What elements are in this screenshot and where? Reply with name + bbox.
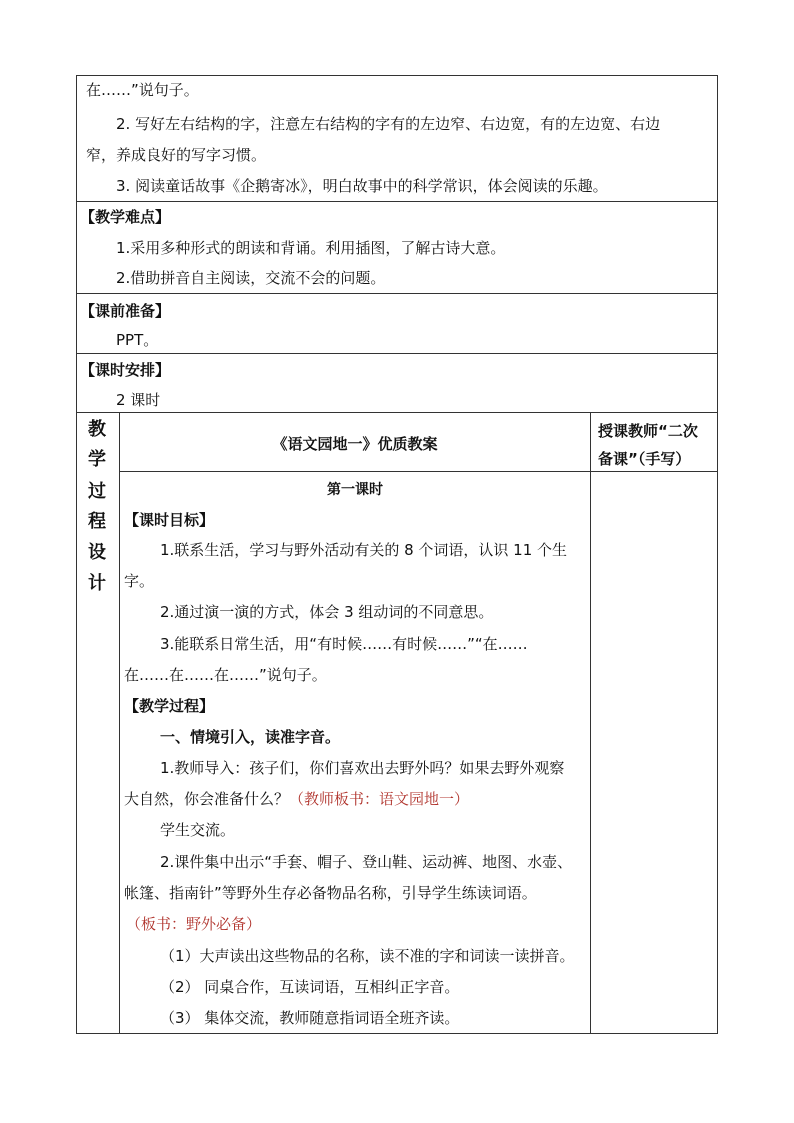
objective-3: 3. 阅读童话故事《企鹅寄冰》，明白故事中的科学常识，体会阅读的乐趣。 [116,177,608,195]
side-label-char: 计 [88,573,106,594]
board-note-2: （板书：野外必备） [126,915,262,933]
paragraph-3-line-2: 帐篷、指南针”等野外生存必备物品名称，引导学生练读词语。 [124,884,537,902]
design-side-divider [119,412,120,1034]
teacher-note-header-line-1: 授课教师“二次 [598,422,698,440]
table-top-border [76,75,718,76]
goal-1-line-1: 1.联系生活，学习与野外活动有关的 8 个词语，认识 11 个生 [160,541,568,559]
paragraph-1-line-2 [124,789,469,809]
period-title: 第一课时 [327,482,383,498]
difficulty-item-2: 2.借助拼音自主阅读，交流不会的问题。 [116,269,386,287]
goal-3-line-1: 3.能联系日常生活，用“有时候……有时候……”“在…… [160,635,528,653]
difficulty-heading: 【教学难点】 [80,208,171,226]
table-bottom-border [76,1033,718,1034]
design-header-divider [119,471,718,472]
paragraph-2: 学生交流。 [160,821,236,839]
lesson-plan-title: 《语文园地一》优质教案 [272,435,438,453]
side-label-char: 学 [88,449,106,470]
side-label-char: 过 [88,481,106,502]
row-divider-1 [76,201,718,202]
goals-heading: 【课时目标】 [124,511,215,529]
side-label-char: 教 [88,419,106,440]
goal-1-line-2: 字。 [124,572,155,590]
difficulty-item-1: 1.采用多种形式的朗读和背诵。利用插图，了解古诗大意。 [116,239,506,257]
board-note-1: （教师板书：语文园地一） [289,790,470,808]
side-label-char: 程 [88,511,106,532]
schedule-content: 2 课时 [116,391,161,409]
prep-heading: 【课前准备】 [80,302,171,320]
schedule-heading: 【课时安排】 [80,361,171,379]
row-divider-4 [76,412,718,413]
paragraph-3-line-1: 2.课件集中出示“手套、帽子、登山鞋、运动裤、地图、水壶、 [160,853,573,871]
objective-continuation: 在……”说句子。 [86,81,199,99]
paragraph-1-text: 大自然，你会准备什么？ [124,790,290,808]
objective-2-line-1: 2. 写好左右结构的字，注意左右结构的字有的左边窄、右边宽，有的左边宽、右边 [116,115,661,133]
sub-step-2: （2） 同桌合作，互读词语，互相纠正字音。 [160,978,460,996]
teacher-note-header-line-2: 备课”（手写） [598,450,691,468]
goal-2: 2.通过演一演的方式，体会 3 组动词的不同意思。 [160,603,494,621]
table-right-border [717,75,718,1034]
row-divider-3 [76,353,718,354]
process-heading: 【教学过程】 [124,697,215,715]
sub-step-1: （1）大声读出这些物品的名称，读不准的字和词读一读拼音。 [160,947,575,965]
prep-content: PPT。 [116,331,159,349]
objective-2-line-2: 窄，养成良好的写字习惯。 [86,146,267,164]
paragraph-1-line-1: 1.教师导入：孩子们，你们喜欢出去野外吗？如果去野外观察 [160,759,565,777]
design-right-divider [590,412,591,1034]
goal-3-line-2: 在……在……在……”说句子。 [124,666,327,684]
sub-step-3: （3） 集体交流，教师随意指词语全班齐读。 [160,1009,460,1027]
side-label-char: 设 [88,542,106,563]
step-1-title: 一、情境引入，读准字音。 [160,728,341,746]
row-divider-2 [76,293,718,294]
table-left-border [76,75,77,1034]
